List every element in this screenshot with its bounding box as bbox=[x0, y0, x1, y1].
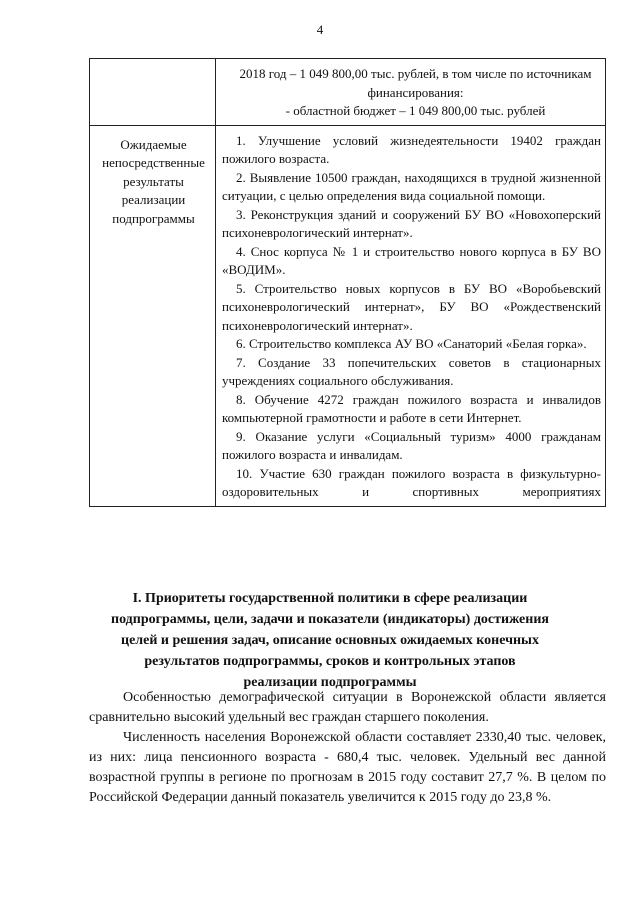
funding-row bbox=[90, 59, 606, 126]
funding-total: 2018 год – 1 049 800,00 тыс. рублей, в том числе по источникам финансирования: bbox=[239, 66, 592, 100]
funding-cell bbox=[216, 59, 606, 126]
result-item: 6. Строительство комплекса АУ ВО «Санаторий «Белая горка». bbox=[236, 336, 587, 351]
result-item: 5. Строительство новых корпусов в БУ ВО «Воробьевский психоневрологический интернат», БУ ВО «Рождественский психоневрологический интернат». bbox=[222, 280, 601, 333]
section-heading: I. Приоритеты государственной политики в сфере реализации подпрограммы, цели, задачи и показатели (индикаторы) достижения целей и решения задач, описание основных ожидаемых конечных результатов подпрограммы, сроков и контрольных этапов реализации подпрограммы bbox=[111, 591, 549, 690]
result-item: 10. Участие 630 граждан пожилого возраста в физкультурно-оздоровительных и спортивных мероприятиях bbox=[222, 465, 601, 499]
funding-regional-budget: - областной бюджет – 1 049 800,00 тыс. рублей bbox=[285, 103, 546, 118]
body-text bbox=[89, 688, 606, 808]
results-row bbox=[90, 125, 606, 506]
paragraph: Численность населения Воронежской области составляет 2330,40 тыс. человек, из них: лица пенсионного возраста - 680,4 тыс. человек. Удельный вес данной возрастной группы в регионе по прогнозам в 2015 году составит 27,7 %. В целом по Российской Федерации данный показатель увеличится к 2015 году до 23,8 %. bbox=[89, 730, 606, 805]
result-item: 3. Реконструкция зданий и сооружений БУ ВО «Новохоперский психоневрологический интернат». bbox=[222, 206, 601, 240]
result-item: 1. Улучшение условий жизнедеятельности 19402 граждан пожилого возраста. bbox=[222, 132, 601, 166]
result-item: 9. Оказание услуги «Социальный туризм» 4000 гражданам пожилого возраста и инвалидам. bbox=[222, 428, 601, 462]
result-item: 4. Снос корпуса № 1 и строительство нового корпуса в БУ ВО «ВОДИМ». bbox=[222, 243, 601, 277]
result-item: 2. Выявление 10500 граждан, находящихся в трудной жизненной ситуации, с целью определения вида социальной помощи. bbox=[222, 169, 601, 203]
page-number: 4 bbox=[316, 22, 324, 37]
results-label: Ожидаемые непосредственные результаты реализации подпрограммы bbox=[90, 125, 216, 506]
funding-label-cell bbox=[90, 59, 216, 126]
results-list bbox=[216, 125, 606, 506]
result-item: 7. Создание 33 попечительских советов в стационарных учреждениях социального обслуживания. bbox=[222, 354, 601, 388]
subprogram-passport-table bbox=[89, 58, 606, 507]
result-item: 8. Обучение 4272 граждан пожилого возраста и инвалидов компьютерной грамотности и работе в сети Интернет. bbox=[222, 391, 601, 425]
paragraph: Особенностью демографической ситуации в Воронежской области является сравнительно высокий удельный вес граждан старшего поколения. bbox=[89, 690, 606, 725]
